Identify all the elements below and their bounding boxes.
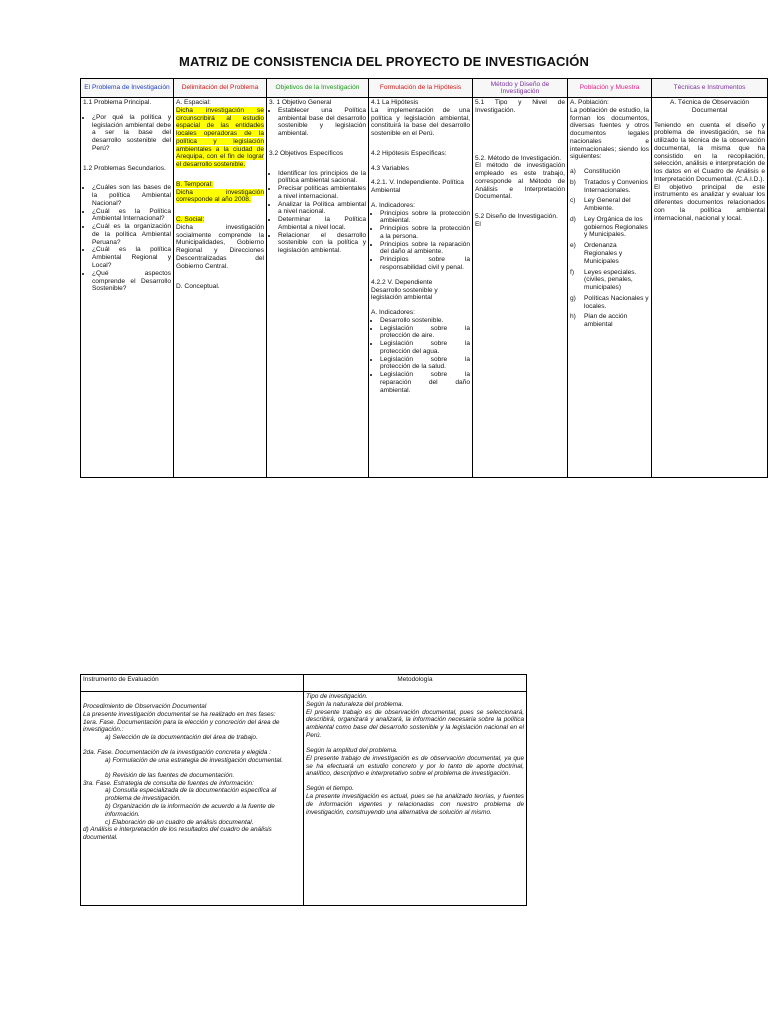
header-evaluation-instrument: Instrumento de Evaluación xyxy=(81,675,304,692)
cell-delimitation xyxy=(174,98,267,478)
phase-item: c) Elaboración de un cuadro de análisis documental. xyxy=(105,818,254,826)
main-problem-label: 1.1 Problema Principal. xyxy=(83,99,152,106)
temporal-label: B. Temporal: xyxy=(176,180,213,188)
cell-objectives xyxy=(267,98,369,478)
population-list xyxy=(570,168,649,329)
header-methodology: Metodología xyxy=(304,675,527,692)
phase-item: d) Análisis e interpretación de los resultados del cuadro de análisis documental. xyxy=(83,826,272,842)
procedure-text: La presente investigación documental se ha realizado en tres fases: xyxy=(83,710,276,718)
cell-method xyxy=(473,98,568,478)
secondary-question: • ¿Cuáles son las bases de la política Ambiental Nacional? xyxy=(92,184,171,207)
spatial-label: A. Espacial: xyxy=(176,99,211,106)
temporal-text: Dicha investigación corresponde al año 2008. xyxy=(176,188,264,204)
indicator-item: • Legislación sobre la protección de aire. xyxy=(380,325,470,341)
specific-objective: • Relacionar el desarrollo sostenible con la política y legislación ambiental. xyxy=(278,232,366,255)
dependent-variable-text: Desarrollo sostenible y legislación ambiental xyxy=(371,286,438,302)
technique-label: A. Técnica de Observación Documental xyxy=(669,99,750,114)
indicator-item: • Legislación sobre la protección del agua. xyxy=(380,340,470,356)
specific-hypotheses-label: 4.2 Hipótesis Específicas: xyxy=(371,149,447,157)
indicator-item: • Principios sobre la protección ambiental. xyxy=(380,210,470,226)
general-objective-label: 3. 1 Objetivo General xyxy=(269,99,332,106)
secondary-problems-label: 1.2 Problemas Secundarios. xyxy=(83,164,166,172)
indicator-item: • Legislación sobre la protección de la salud. xyxy=(380,356,470,372)
instrument-objective-text: El objetivo principal de este instrumento es analizar y evaluar los diferentes documentos relacionados con la política ambiental internacional, nacional y local. xyxy=(654,183,765,222)
nature-label: Según la naturaleza del problema. xyxy=(306,700,404,708)
consistency-matrix-table xyxy=(80,78,768,478)
population-text: La población de estudio, la forman los documentos, diversas fuentes y otros documentos legales nacionales e internacionales; siendo los siguientes: xyxy=(570,106,649,161)
page-title: MATRIZ DE CONSISTENCIA DEL PROYECTO DE INVESTIGACIÓN xyxy=(179,54,589,69)
indicators-label: A. Indicadores: xyxy=(371,201,415,209)
header-hypothesis: Formulación de la Hipótesis xyxy=(369,79,473,98)
secondary-question: • ¿Cuál es la organización de la política Ambiental Peruana? xyxy=(92,223,171,246)
hypothesis-text: La implementación de una política y legislación ambiental, constituirá la base del desarrollo sostenible en el Perú. xyxy=(371,106,470,138)
type-level-label: 5.1 Tipo y Nivel de Investigación. xyxy=(475,99,565,114)
social-text: Dicha investigación socialmente comprende la Municipalidades, Gobierno Regional y Direcciones Descentralizadas del Gobierno Central. xyxy=(176,223,264,270)
evaluation-header-row xyxy=(81,675,527,692)
cell-hypothesis xyxy=(369,98,473,478)
phase-3-text: 3ra. Fase. Estrategia de consulta de fuentes de información: xyxy=(83,779,254,787)
research-type-title: Tipo de investigación. xyxy=(306,693,368,700)
procedure-title: Procedimiento de Observación Documental xyxy=(83,703,207,710)
evaluation-body-row xyxy=(81,692,527,906)
design-label: 5.2 Diseño de Investigación. xyxy=(475,213,558,221)
header-population: Población y Muestra xyxy=(568,79,652,98)
time-text: La presente investigación es actual, pues se ha analizado teorías, y fuentes de información vigentes y relacionadas con nuestro problema de investigación, construyendo una alternativa de solución al mismo. xyxy=(306,792,524,816)
conceptual-label: D. Conceptual. xyxy=(176,282,220,290)
scope-label: Según la amplitud del problema. xyxy=(306,746,398,754)
list-item: b) Tratados y Convenios Internacionales. xyxy=(570,178,648,194)
indicator-item: • Desarrollo sostenible. xyxy=(380,317,470,325)
population-label: A. Población: xyxy=(570,99,609,106)
method-label: 5.2. Método de Investigación. xyxy=(475,154,562,162)
specific-objective: • Analizar la Política ambiental a nivel nacional. xyxy=(278,201,366,217)
hypothesis-label: 4.1 La Hipótesis xyxy=(371,99,419,106)
social-label: C. Social: xyxy=(176,216,205,224)
matrix-body-row xyxy=(81,98,768,478)
phase-item: a) Formulación de una estrategia de investigación documental. xyxy=(105,756,283,764)
header-problem: El Problema de Investigación xyxy=(81,79,174,98)
indicators-label: A. Indicadores: xyxy=(371,309,415,317)
indicator-item: • Principios sobre la protección a la persona. xyxy=(380,225,470,241)
cell-methodology xyxy=(304,692,527,906)
scope-text: El presente trabajo de investigación es de observación documental, ya que se ha efectuará un estudio concreto y por lo tanto de aporte doctrinal, analítico, descriptivo e interpretativo sobre el problema de investigación. xyxy=(306,754,524,778)
phase-item: b) Organización de la información de acuerdo a la fuente de información. xyxy=(105,802,275,818)
specific-objective: • Determinar la Política Ambiental a nivel local. xyxy=(278,216,366,232)
technique-text: Teniendo en cuenta el diseño y problema de investigación, se ha utilizado la técnica de la observación documental, la misma que ha consistido en la recopilación, selección, análisis e interpretación de los datos en el Cuadro de Análisis e Interpretación Documental. (C.A.I.D.). xyxy=(654,121,765,183)
main-problem-question: • ¿Por qué la política y legislación ambiental debe a ser la base del desarrollo sostenible del Perú? xyxy=(92,114,171,153)
phase-1-text: 1era. Fase. Documentación para la elección y concreción del área de investigación.: xyxy=(83,718,280,734)
spatial-text: Dicha investigación se circunscribirá al estudio espacial de las entidades locales operadoras de la política y legislación ambientales a la ciudad de Arequipa, con el fin de lograr el desarrollo sostenible. xyxy=(176,106,264,169)
cell-population xyxy=(568,98,652,478)
list-item: d) Ley Orgánica de los gobiernos Regionales y Municipales. xyxy=(570,215,648,239)
specific-objective: • Precisar políticas ambientales a nivel internacional. xyxy=(278,185,366,201)
design-text: El xyxy=(475,220,481,228)
nature-text: El presente trabajo es de observación documental, pues se seleccionará, describirá, organizará y analizará, la información necesaria sobre la política ambiental como base del desarrollo sostenible y la legislación nacional en el Perú. xyxy=(306,708,524,740)
matrix-header-row xyxy=(81,79,768,98)
general-objective: • Establecer una Política ambiental base del desarrollo sostenible y legislación ambiental. xyxy=(278,107,366,138)
time-label: Según el tiempo. xyxy=(306,785,354,793)
secondary-question: • ¿Cuál es la política Ambiental Regional y Local? xyxy=(92,246,171,269)
list-item: a) Constitución xyxy=(570,168,621,176)
header-objectives: Objetivos de la Investigación xyxy=(267,79,369,98)
header-delimitation: Delimitación del Problema xyxy=(174,79,267,98)
phase-2-text: 2da. Fase. Documentación de la investigación concreta y elegida : xyxy=(83,749,271,757)
list-item: c) Ley General del Ambiente. xyxy=(570,197,631,213)
variables-label: 4.3 Variables xyxy=(371,164,409,172)
indicator-item: • Principios sobre la responsabilidad civil y penal. xyxy=(380,256,470,272)
secondary-question: • ¿Cuál es la Política Ambiental Internacional? xyxy=(92,208,171,224)
phase-item: a) Consulta especializada de la documentación específica al problema de investigación. xyxy=(105,787,277,803)
dependent-variable-label: 4.2.2 V. Dependiente xyxy=(371,278,433,286)
specific-objective: • Identificar los principios de la política ambiental sacional. xyxy=(278,170,366,186)
method-text: El método de investigación empleado es este trabajo, corresponde al Método de Análisis e Interpretación Documental. xyxy=(475,162,565,201)
list-item: h) Plan de acción ambiental xyxy=(570,313,628,329)
list-item: f) Leyes especiales. (civiles, penales, municipales) xyxy=(570,268,637,292)
cell-problem xyxy=(81,98,174,478)
independent-variable-label: 4.2.1. V. Independiente. Política Ambiental xyxy=(371,179,464,195)
cell-techniques xyxy=(652,98,768,478)
cell-procedure xyxy=(81,692,304,906)
phase-item: b) Revisión de las fuentes de documentación. xyxy=(105,771,235,779)
list-item: g) Políticas Nacionales y locales. xyxy=(570,294,649,310)
header-method: Método y Diseño de Investigación xyxy=(473,79,568,98)
phase-item: a) Selección de la documentación del área de trabajo. xyxy=(105,734,258,742)
secondary-question: • ¿Qué aspectos comprende el Desarrollo Sostenible? xyxy=(92,270,171,293)
indicator-item: • Legislación sobre la reparación del daño ambiental. xyxy=(380,371,470,394)
specific-objectives-label: 3.2 Objetivos Específicos xyxy=(269,149,344,157)
header-techniques: Técnicas e Instrumentos xyxy=(652,79,768,98)
indicator-item: • Principios sobre la reparación del daño al ambiente. xyxy=(380,241,470,257)
evaluation-table xyxy=(80,674,527,906)
list-item: e) Ordenanza Regionales y Municipales xyxy=(570,242,623,265)
